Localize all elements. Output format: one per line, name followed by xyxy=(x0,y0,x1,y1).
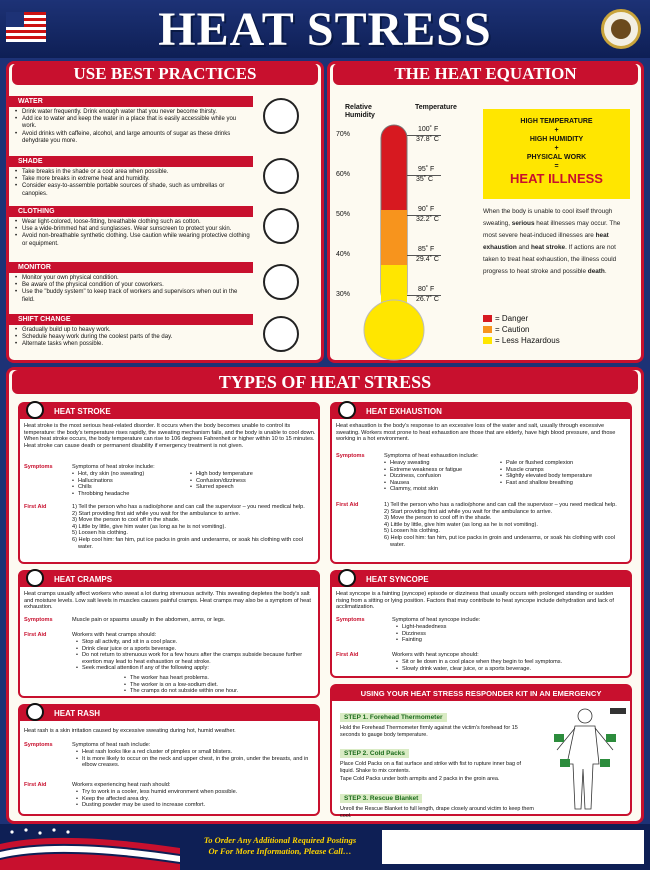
heat-syncope-title: HEAT SYNCOPE xyxy=(332,572,630,587)
first-aid-label: First Aid xyxy=(336,502,359,508)
list-item: 5) Loosen his clothing. xyxy=(72,530,128,537)
heat-syncope-intro: Heat syncope is a fainting (syncope) episode or dizziness that usually occurs with prolonged standing or sudden rising from a sitting or lying position. Factors that may contribute to heat syncope include dehydration and lack of acclimatization. xyxy=(336,591,614,611)
kit-step-label: STEP 1. Forehead Thermometer xyxy=(340,713,447,722)
heat-stroke-intro: Heat stroke is the most serious heat-related disorder. It occurs when the body becomes unable to control its temperature: the body's temperature rises rapidly, the sweating mechanism fails, and the body is unable to cool down. When heat stroke occurs, the body temperature can rise to 106 degrees Fahrenheit or higher within 10 to 15 minutes. Heat stroke can cause death or permanent disability if emergency treatment is not given. xyxy=(24,423,316,449)
first-aid-list xyxy=(72,504,316,550)
list-item: • The worker has heart problems. xyxy=(124,675,314,682)
section-bullets xyxy=(15,169,251,198)
kit-step-label: STEP 2. Cold Packs xyxy=(340,749,409,758)
warning-icon xyxy=(26,401,44,419)
responder-kit-title: USING YOUR HEAT STRESS RESPONDER KIT IN AN EMERGENCY xyxy=(332,686,630,701)
first-aid-intro: Workers with heat syncope should: xyxy=(392,652,479,658)
body-diagram-icon xyxy=(540,704,630,814)
heat-equation-heading: THE HEAT EQUATION xyxy=(333,63,638,85)
first-aid-label: First Aid xyxy=(24,782,47,788)
list-item: • Muscle cramps xyxy=(500,467,630,474)
bullet-item: • Schedule heavy work during the coolest parts of the day. xyxy=(15,334,251,341)
heat-cramps-intro: Heat cramps usually affect workers who sweat a lot during strenuous activity. This sweating depletes the body's salt and moisture levels. Low salt levels in muscles causes painful cramps. Heat cramps may also be a symptom of heat exhaustion. xyxy=(24,591,311,611)
list-item: • Dusting powder may be used to increase comfort. xyxy=(76,802,316,809)
types-heading: TYPES OF HEAT STRESS xyxy=(12,370,638,394)
kit-step-text: Place Cold Packs on a flat surface and strike with fist to rupture inner bag of liquid. Shake to mix contents. xyxy=(340,761,521,774)
best-section-water xyxy=(9,96,321,145)
temperature-f: 95˚ F xyxy=(418,166,435,173)
seal-icon xyxy=(601,9,641,49)
warning-icon xyxy=(338,569,356,587)
list-item: • Nausea xyxy=(384,480,504,487)
bullet-item: • Use a wide-brimmed hat and sunglasses. Wear sunscreen to protect your skin. xyxy=(15,226,251,233)
kit-step-text-2: Tape Cold Packs under both armpits and 2 packs in the groin area. xyxy=(340,776,500,783)
warning-icon xyxy=(338,401,356,419)
bullet-item: • Take more breaks in extreme heat and humidity. xyxy=(15,176,251,183)
humidity-tick: 40% xyxy=(336,251,351,258)
warning-icon xyxy=(26,703,44,721)
equation-plus-1: + xyxy=(554,127,559,134)
list-item: 4) Little by little, give him water (as long as he is not vomiting). xyxy=(72,523,226,530)
list-item: 6) Help cool him: fan him, put ice packs in groin and underarms, or soak his clothing with cool water. xyxy=(72,536,304,550)
temperature-c: 37.8˚ C xyxy=(416,136,439,143)
list-item: • Confusion/dizziness xyxy=(190,478,316,485)
list-item: 5) Loosen his clothing. xyxy=(384,528,440,535)
list-item: • The worker is on a low-sodium diet. xyxy=(124,682,314,689)
legend-swatch-danger xyxy=(483,315,492,322)
first-aid-sublist xyxy=(124,675,314,695)
best-section-clothing xyxy=(9,206,321,248)
temperature-f: 90˚ F xyxy=(418,206,435,213)
list-item: 3) Move the person to cool off in the shade. xyxy=(72,517,180,524)
temperature-c: 32.2˚ C xyxy=(416,216,439,223)
phone-box xyxy=(382,830,644,864)
list-item: • Do not return to strenuous work for a few hours after the cramps subside because further exertion may lead to heat exhaustion or heat stroke. xyxy=(76,652,316,665)
equation-line-1: HIGH TEMPERATURE xyxy=(520,118,593,125)
equation-equals: = xyxy=(554,163,559,170)
temperature-c: 35˚ C xyxy=(416,176,434,183)
symptoms-list xyxy=(396,624,596,644)
equation-result: HEAT ILLNESS xyxy=(510,171,603,186)
first-aid-intro: Workers experiencing heat rash should: xyxy=(72,782,171,788)
first-aid-list xyxy=(384,502,628,548)
list-item: • Heavy sweating xyxy=(384,460,504,467)
first-aid-label: First Aid xyxy=(336,652,359,658)
heat-syncope-card xyxy=(330,570,632,678)
temperature-f: 85˚ F xyxy=(418,246,435,253)
section-heading: SHADE xyxy=(9,156,253,167)
symptoms-intro: Symptoms of heat exhaustion include: xyxy=(384,453,479,459)
first-aid-list xyxy=(76,639,316,672)
list-item: 1) Tell the person who has a radio/phone and can call the supervisor – you need medical help. xyxy=(384,502,617,508)
warning-icon xyxy=(26,569,44,587)
list-item: • Slowly drink water, clear juice, or a sports beverage. xyxy=(396,666,628,673)
temperature-c: 29.4˚ C xyxy=(416,256,439,263)
heat-exhaustion-card xyxy=(330,402,632,564)
list-item: • It is more likely to occur on the neck and upper chest, in the groin, under the breasts, and in elbow creases. xyxy=(76,756,316,769)
kit-step-label: STEP 3. Rescue Blanket xyxy=(340,794,422,803)
list-item: • Extreme weakness or fatigue xyxy=(384,467,504,474)
list-item: • High body temperature xyxy=(190,471,316,478)
equation-description: When the body is unable to cool itself through sweating, serious heat illnesses may occur. The most severe heat-induced illnesses are heat exhaustion and heat stroke. If actions are not taken to treat heat exhaustion, the illness could progress to heat stroke and possible death. xyxy=(483,208,621,275)
humidity-tick: 50% xyxy=(336,211,351,218)
equation-line-3: PHYSICAL WORK xyxy=(526,154,587,161)
monitor-worker-icon xyxy=(263,264,299,300)
list-item: 3) Move the person to cool off in the shade. xyxy=(384,515,492,522)
kit-step xyxy=(340,706,536,738)
heat-rash-card xyxy=(18,704,320,816)
humidity-tick: 30% xyxy=(336,291,351,298)
list-item: 2) Start providing first aid while you wait for the ambulance to arrive. xyxy=(72,510,241,517)
symptoms-text: Muscle pain or spasms usually in the abdomen, arms, or legs. xyxy=(72,617,226,623)
list-item: • Seek medical attention if any of the following apply: xyxy=(76,665,316,672)
bullet-item: • Avoid non-breathable synthetic clothing. Use caution while wearing protective clothing or equipment. xyxy=(15,233,251,247)
bullet-item: • Alternate tasks when possible. xyxy=(15,341,251,348)
kit-step-text: Unroll the Rescue Blanket to full length, drape closely around victim to keep them cool. xyxy=(340,805,534,819)
bullet-item: • Consider easy-to-assemble portable sources of shade, such as umbrellas or canopies. xyxy=(15,183,251,197)
list-item: 6) Help cool him: fan him, put ice packs in groin and underarms, or soak his clothing with cool water. xyxy=(384,534,616,548)
symptoms-intro: Symptoms of heat rash include: xyxy=(72,742,151,748)
symptoms-list-2 xyxy=(190,471,316,491)
list-item: • Try to work in a cooler, less humid environment when possible. xyxy=(76,789,316,796)
heat-exhaustion-intro: Heat exhaustion is the body's response to an excessive loss of the water and salt, usually through excessive sweating. Workers most prone to heat exhaustion are those that are elderly, have high blood pressure, and those working in a hot environment. xyxy=(336,423,616,443)
first-aid-list xyxy=(76,789,316,809)
heat-exhaustion-title: HEAT EXHAUSTION xyxy=(332,404,630,419)
list-item: • Drink clear juice or a sports beverage. xyxy=(76,646,316,653)
best-section-shift-change xyxy=(9,314,321,349)
list-item: • Slurred speech xyxy=(190,484,316,491)
bullet-item: • Drink water frequently. Drink enough water that you never become thirsty. xyxy=(15,109,251,116)
symptoms-label: Symptoms xyxy=(24,742,53,748)
responder-kit-card xyxy=(330,684,632,819)
kit-step xyxy=(340,787,536,819)
list-item: • Dizziness xyxy=(396,631,596,638)
section-bullets xyxy=(15,109,251,145)
bullet-item: • Avoid drinks with caffeine, alcohol, and large amounts of sugar as these drinks dehydrate you more. xyxy=(15,131,251,145)
symptoms-label: Symptoms xyxy=(336,617,365,623)
first-aid-intro: Workers with heat cramps should: xyxy=(72,632,157,638)
heat-rash-intro: Heat rash is a skin irritation caused by excessive sweating during hot, humid weather. xyxy=(24,728,236,734)
bullet-item: • Monitor your own physical condition. xyxy=(15,275,251,282)
first-aid-label: First Aid xyxy=(24,632,47,638)
temperature-f: 100˚ F xyxy=(418,126,439,133)
heat-legend xyxy=(483,313,560,346)
temperature-scale xyxy=(330,115,480,315)
kit-step-text: Hold the Forehead Thermometer firmly against the victim's forehead for 15 seconds to gauge body temperature. xyxy=(340,725,518,738)
section-bullets xyxy=(15,275,251,304)
section-heading: MONITOR xyxy=(9,262,253,273)
us-flag-icon xyxy=(6,12,46,42)
list-item: • The cramps do not subside within one hour. xyxy=(124,688,314,695)
heat-cramps-title: HEAT CRAMPS xyxy=(20,572,318,587)
symptoms-list xyxy=(72,471,192,497)
bullet-item: • Wear light-colored, loose-fitting, breathable clothing such as cotton. xyxy=(15,219,251,226)
section-bullets xyxy=(15,219,251,248)
kit-steps xyxy=(340,706,536,823)
list-item: • Clammy, moist skin xyxy=(384,486,504,493)
clock-icon xyxy=(263,316,299,352)
bullet-item: • Be aware of the physical condition of your coworkers. xyxy=(15,282,251,289)
temperature-f: 80˚ F xyxy=(418,286,435,293)
clothing-icon xyxy=(263,208,299,244)
footer-text: To Order Any Additional Required Postings Or For More Information, Please Call… xyxy=(203,835,357,856)
symptoms-label: Symptoms xyxy=(24,617,53,623)
list-item: • Pale or flushed complexion xyxy=(500,460,630,467)
best-section-shade xyxy=(9,156,321,198)
symptoms-list xyxy=(384,460,504,493)
symptoms-label: Symptoms xyxy=(24,464,53,470)
list-item: • Hot, dry skin (no sweating) xyxy=(72,471,192,478)
bullet-item: • Use the "buddy system" to keep track of workers and supervisors when out in the field. xyxy=(15,289,251,303)
list-item: • Stop all activity, and sit in a cool place. xyxy=(76,639,316,646)
legend-swatch-less xyxy=(483,337,492,344)
kit-step xyxy=(340,742,536,783)
list-item: 4) Little by little, give him water (as long as he is not vomiting). xyxy=(384,521,538,528)
first-aid-list xyxy=(396,659,628,672)
legend-caution: = Caution xyxy=(483,324,560,335)
list-item: • Dizziness, confusion xyxy=(384,473,504,480)
list-item: • Throbbing headache xyxy=(72,491,192,498)
list-item: • Keep the affected area dry. xyxy=(76,796,316,803)
heat-stroke-card xyxy=(18,402,320,564)
umbrella-icon xyxy=(263,158,299,194)
section-heading: WATER xyxy=(9,96,253,107)
list-item: 1) Tell the person who has a radio/phone and can call the supervisor – you need medical help. xyxy=(72,504,305,510)
bullet-item: • Take breaks in the shade or a cool area when possible. xyxy=(15,169,251,176)
equation-plus-2: + xyxy=(554,145,559,152)
list-item: • Light-headedness xyxy=(396,624,596,631)
humidity-column-label: Relative Humidity xyxy=(345,104,375,119)
section-heading: SHIFT CHANGE xyxy=(9,314,253,325)
list-item: • Fainting xyxy=(396,637,596,644)
symptoms-list xyxy=(76,749,316,769)
legend-danger: = Danger xyxy=(483,313,560,324)
humidity-tick: 60% xyxy=(336,171,351,178)
water-drinking-icon xyxy=(263,98,299,134)
flag-banner-icon xyxy=(0,824,180,870)
heat-equation-box xyxy=(483,109,630,199)
legend-swatch-caution xyxy=(483,326,492,333)
first-aid-label: First Aid xyxy=(24,504,47,510)
list-item: • Heat rash looks like a red cluster of pimples or small blisters. xyxy=(76,749,316,756)
list-item: • Slightly elevated body temperature xyxy=(500,473,630,480)
page-title: HEAT STRESS xyxy=(158,3,492,56)
list-item: 2) Start providing first aid while you wait for the ambulance to arrive. xyxy=(384,508,553,515)
list-item: • Fast and shallow breathing xyxy=(500,480,630,487)
symptoms-label: Symptoms xyxy=(336,453,365,459)
section-bullets xyxy=(15,327,251,349)
symptoms-intro: Symptoms of heat stroke include: xyxy=(72,464,155,470)
bullet-item: • Gradually build up to heavy work. xyxy=(15,327,251,334)
legend-less-hazardous: = Less Hazardous xyxy=(483,335,560,346)
heat-rash-title: HEAT RASH xyxy=(20,706,318,721)
heat-stroke-title: HEAT STROKE xyxy=(20,404,318,419)
best-section-monitor xyxy=(9,262,321,304)
heat-cramps-card xyxy=(18,570,320,698)
section-heading: CLOTHING xyxy=(9,206,253,217)
list-item: • Hallucinations xyxy=(72,478,192,485)
temperature-column-label: Temperature xyxy=(415,104,457,111)
equation-line-2: HIGH HUMIDITY xyxy=(529,136,584,143)
list-item: • Sit or lie down in a cool place when they begin to feel symptoms. xyxy=(396,659,628,666)
symptoms-list-2 xyxy=(500,460,630,486)
bullet-item: • Add ice to water and keep the water in a place that is easily accessible while you work. xyxy=(15,116,251,130)
symptoms-intro: Symptoms of heat syncope include: xyxy=(392,617,481,623)
best-practices-heading: USE BEST PRACTICES xyxy=(12,63,318,85)
list-item: • Chills xyxy=(72,484,192,491)
temperature-c: 26.7˚ C xyxy=(416,296,439,303)
humidity-tick: 70% xyxy=(336,131,351,138)
